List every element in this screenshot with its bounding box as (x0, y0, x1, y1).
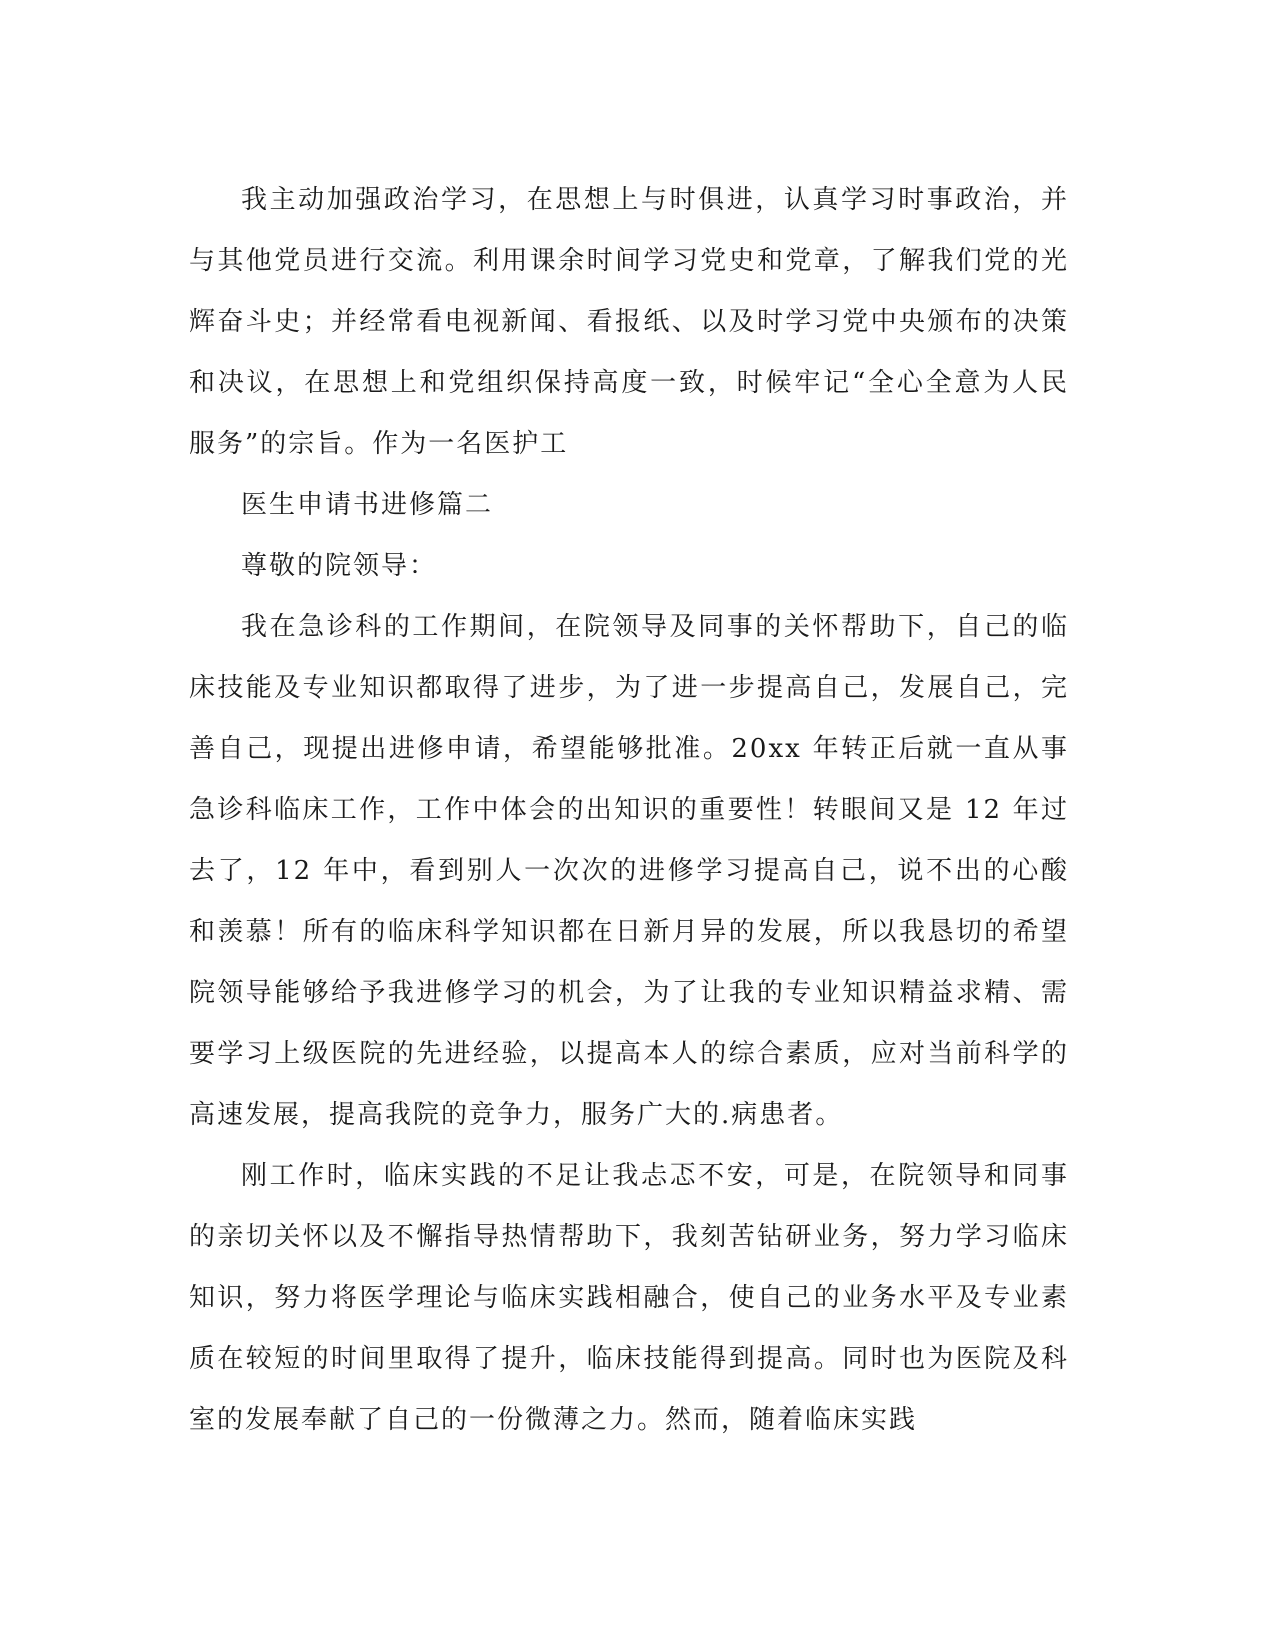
paragraph-application: 我在急诊科的工作期间，在院领导及同事的关怀帮助下，自己的临床技能及专业知识都取得了进步，为了进一步提高自己，发展自己，完善自己，现提出进修申请，希望能够批准。20xx 年转正后就一直从事急诊科临床工作，工作中体会的出知识的重要性！转眼间又是 12 年过去了，12 年中，看到别人一次次的进修学习提高自己，说不出的心酸和羡慕！所有的临床科学知识都在日新月异的发展，所以我恳切的希望院领导能够给予我进修学习的机会，为了让我的专业知识精益求精、需要学习上级医院的先进经验，以提高本人的综合素质，应对当前科学的高速发展，提高我院的竞争力，服务广大的.病患者。 (189, 612, 1069, 1130)
section-heading: 医生申请书进修篇二 (241, 490, 494, 520)
paragraph-party-study: 我主动加强政治学习，在思想上与时俱进，认真学习时事政治，并与其他党员进行交流。利用课余时间学习党史和党章，了解我们党的光辉奋斗史；并经常看电视新闻、看报纸、以及时学习党中央颁布的决策和决议，在思想上和党组织保持高度一致，时候牢记“全心全意为人民服务”的宗旨。作为一名医护工 (189, 185, 1069, 459)
paragraph-early-work: 刚工作时，临床实践的不足让我忐忑不安，可是，在院领导和同事的亲切关怀以及不懈指导热情帮助下，我刻苦钻研业务，努力学习临床知识，努力将医学理论与临床实践相融合，使自己的业务水平及专业素质在较短的时间里取得了提升，临床技能得到提高。同时也为医院及科室的发展奉献了自己的一份微薄之力。然而，随着临床实践 (189, 1161, 1069, 1435)
document-body (189, 170, 1069, 1451)
salutation: 尊敬的院领导： (241, 551, 438, 581)
